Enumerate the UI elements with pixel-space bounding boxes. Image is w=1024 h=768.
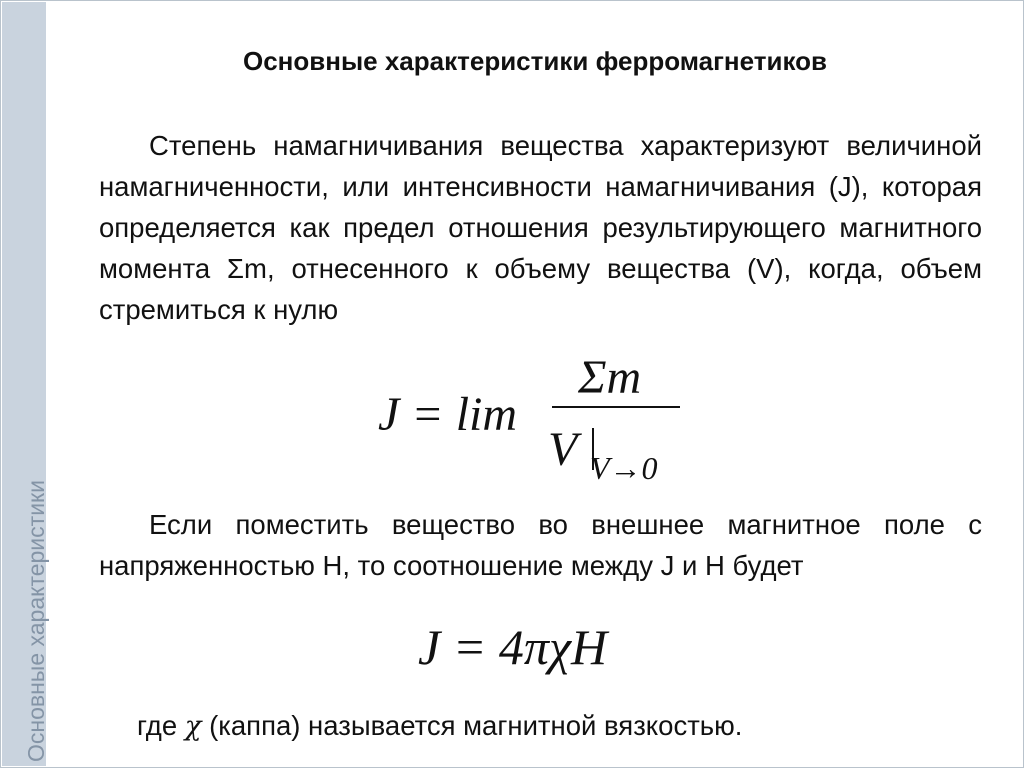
paragraph-definition-start: где xyxy=(137,710,185,741)
chi-symbol: χ xyxy=(184,710,202,742)
sidebar-label: Основные характеристики xyxy=(23,480,49,762)
paragraph-magnetization-text: Степень намагничивания вещества характеризуют величиной намагниченности, или интенсивности намагничивания (J), которая определяется как предел отношения результирующего магнитного момента Σm, отнесенного к объему вещества (V), когда, объем стремиться к нулю xyxy=(99,130,982,325)
formula-denominator: V xyxy=(548,423,578,476)
paragraph-magnetization xyxy=(99,125,982,330)
formula-subscript: V→0 xyxy=(590,450,658,486)
paragraph-external-field-text: Если поместить вещество во внешнее магнитное поле с напряженностью Н, то соотношение между J и Н будет xyxy=(99,509,982,581)
formula-lhs: J = lim xyxy=(378,388,518,441)
paragraph-definition-end: (каппа) называется магнитной вязкостью. xyxy=(201,710,743,741)
fraction-bar xyxy=(552,406,680,408)
slide-title: Основные характеристики ферромагнетиков xyxy=(243,46,827,76)
paragraph-definition xyxy=(137,705,742,747)
formula-j-relation: J = 4πχH xyxy=(418,619,608,675)
paragraph-external-field xyxy=(99,504,982,586)
sidebar xyxy=(2,2,49,766)
formula-numerator: Σm xyxy=(578,351,642,404)
formula-magnetization-limit xyxy=(370,350,690,490)
